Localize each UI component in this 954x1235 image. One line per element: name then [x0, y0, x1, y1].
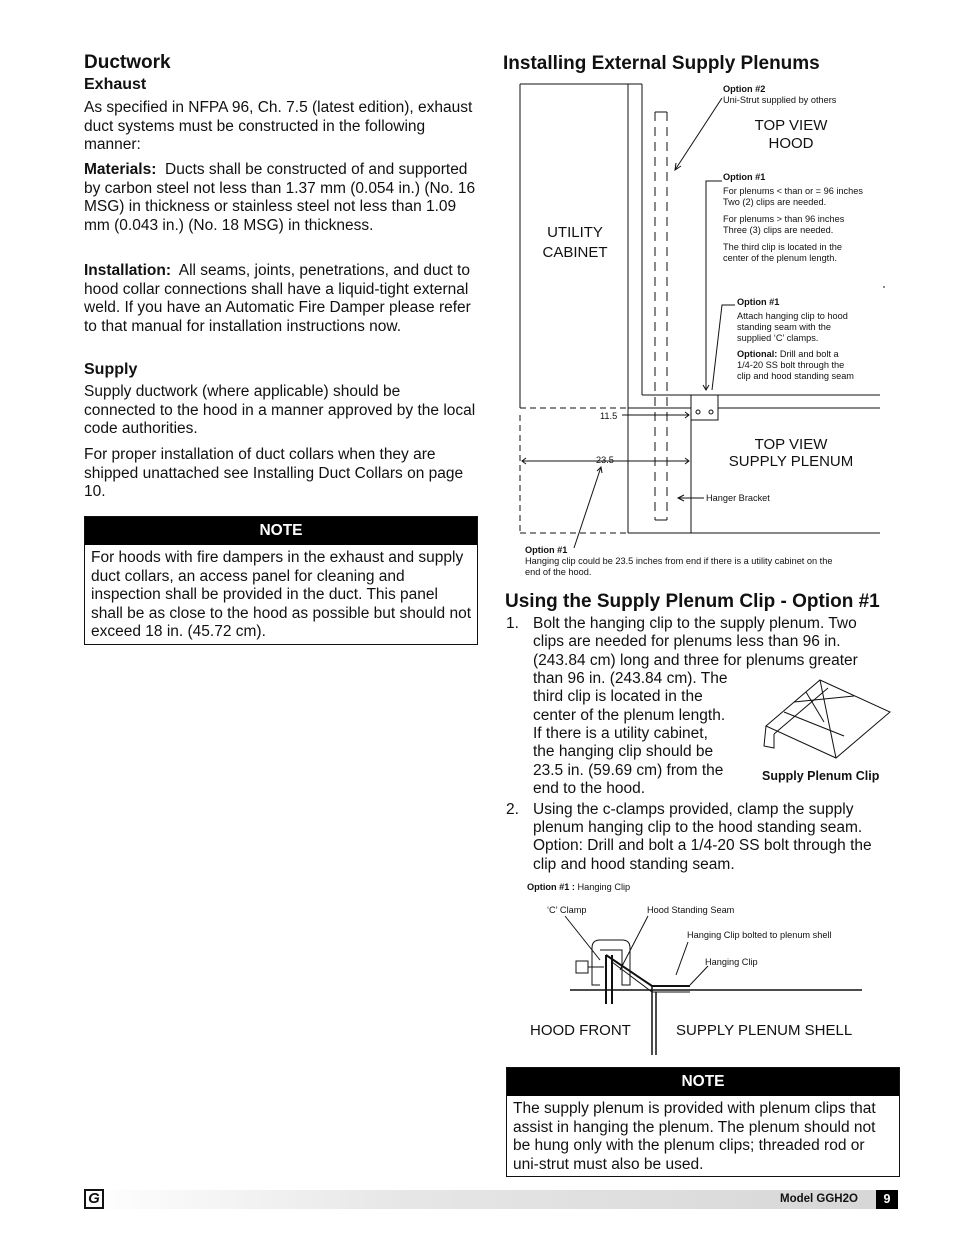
note-text: For hoods with fire dampers in the exhaust and supply duct collars, an access panel for cleaning and inspection shall be provided in the duct. This panel shall be as close to the hood as possible but should not exceed 18 in. (45.72 cm). — [91, 549, 472, 641]
top-view-hood-2: HOOD — [768, 135, 814, 152]
step1-line: If there is a utility cabinet, — [533, 725, 708, 742]
opt1a-line1: For plenums < than or = 96 inches — [723, 186, 863, 196]
note-header: NOTE — [507, 1068, 899, 1096]
note-box-plenum-clips — [506, 1067, 900, 1177]
step1-line: clips are needed for plenums less than 96 in. — [533, 633, 841, 650]
c-clamp-label: ‘C’ Clamp — [547, 905, 587, 915]
note-text: The supply plenum is provided with plenum clips that assist in hanging the plenum. The plenum should not be hung only with the plenum clips; threaded rod or uni-strut must also be used. — [513, 1100, 876, 1173]
opt1b-line1: Attach hanging clip to hood — [737, 311, 848, 321]
step2-line: plenum hanging clip to the hood standing seam. — [533, 819, 863, 836]
step2-line: Option: Drill and bolt a 1/4-20 SS bolt through the — [533, 837, 872, 854]
step1-line: 23.5 in. (59.69 cm) from the — [533, 762, 724, 779]
hood-front-label: HOOD FRONT — [530, 1022, 631, 1039]
opt1c-line1: Hanging clip could be 23.5 inches from end if there is a utility cabinet on the — [525, 556, 833, 566]
top-view-plenum-2: SUPPLY PLENUM — [728, 453, 854, 470]
top-view-plenum-1: TOP VIEW — [754, 436, 828, 453]
opt2-label: Option #2 — [723, 84, 766, 94]
step1-number: 1. — [506, 615, 519, 632]
opt1b-line3: supplied ‘C’ clamps. — [737, 333, 819, 343]
step1-line: center of the plenum length. — [533, 707, 726, 724]
leader-clip-bolted — [676, 942, 688, 975]
opt1a-line2: Two (2) clips are needed. — [723, 197, 827, 207]
step1-line: end to the hood. — [533, 780, 646, 797]
opt1b-line2: standing seam with the — [737, 322, 831, 332]
clip-heading: Using the Supply Plenum Clip - Option #1 — [505, 591, 880, 612]
step2-line: Using the c-clamps provided, clamp the supply — [533, 801, 854, 818]
hood-seam-label: Hood Standing Seam — [647, 905, 735, 915]
clip-bolted-label: Hanging Clip bolted to plenum shell — [687, 930, 832, 940]
dim-label-23-5: 23.5 — [596, 455, 614, 465]
page-number: 9 — [876, 1190, 898, 1209]
opt1b-line6: clip and hood standing seam — [737, 371, 854, 381]
dim-label-11-5: 11.5 — [600, 411, 618, 421]
leader-hood-seam — [620, 916, 648, 970]
opt1a-line5: The third clip is located in the — [723, 242, 842, 252]
hanging-clip-label: Hanging Clip — [705, 957, 758, 967]
opt1a-line3: For plenums > than 96 inches — [723, 214, 845, 224]
leader-c-clamp — [565, 916, 600, 960]
step1-line: Bolt the hanging clip to the supply plenum. Two — [533, 615, 857, 632]
installation-text: All seams, joints, penetrations, and duct to hood collar connections shall have a liquid-tight external weld. If you have an Automatic Fire Damper please refer to that manual for installation instructions now. — [84, 262, 471, 335]
opt1b-label: Option #1 — [737, 297, 780, 307]
top-view-hood-1: TOP VIEW — [754, 117, 828, 134]
ductwork-heading: Ductwork — [84, 52, 171, 73]
utility-cabinet-2: CABINET — [542, 244, 608, 261]
clip-caption: Supply Plenum Clip — [762, 769, 880, 783]
opt1b-line5: 1/4-20 SS bolt through the — [737, 360, 845, 370]
step2-line: clip and hood standing seam. — [533, 856, 735, 873]
footer-bar — [84, 1190, 898, 1209]
step1-line: third clip is located in the — [533, 688, 703, 705]
step1-line: the hanging clip should be — [533, 743, 714, 760]
utility-cabinet-1: UTILITY — [547, 224, 603, 241]
supply-text-2: For proper installation of duct collars when they are shipped unattached see Installing Duct Collars on page 10. — [84, 446, 464, 501]
opt1b-optional: Optional: Drill and bolt a — [737, 349, 839, 359]
exhaust-intro: As specified in NFPA 96, Ch. 7.5 (latest edition), exhaust duct systems must be constructed in the following manner: — [84, 99, 473, 154]
leader-hanging-clip — [690, 966, 708, 985]
greenheck-logo: G — [84, 1189, 104, 1209]
supply-text-1: Supply ductwork (where applicable) should be connected to the hood in a manner approved by the local code authorities. — [84, 383, 476, 438]
plenum-shell-label: SUPPLY PLENUM SHELL — [676, 1022, 853, 1039]
opt1c-label: Option #1 — [525, 545, 568, 555]
model-label: Model GGH2O — [780, 1193, 858, 1205]
opt2-text: Uni-Strut supplied by others — [723, 95, 837, 105]
step1-line: than 96 in. (243.84 cm). The — [533, 670, 728, 687]
c-clamp-shape — [600, 940, 630, 985]
diagram2-title: Option #1 : Hanging Clip — [527, 882, 631, 892]
supply-heading: Supply — [84, 361, 138, 378]
materials-text: Ducts shall be constructed of and supported by carbon steel not less than 1.37 mm (0.054 in.) (No. 16 MSG) in thickness or stainless steel not less than 1.09 mm (0.043 in.) (No. 18 MSG) in thickness. — [84, 161, 476, 234]
c-clamp-shape — [592, 940, 600, 985]
installation-label: Installation: — [84, 262, 171, 279]
step1-line: (243.84 cm) long and three for plenums greater — [533, 652, 858, 669]
hanger-bracket-label: Hanger Bracket — [706, 493, 770, 503]
opt1c-line2: end of the hood. — [525, 567, 592, 577]
opt1a-line4: Three (3) clips are needed. — [723, 225, 834, 235]
plenums-heading: Installing External Supply Plenums — [503, 53, 820, 74]
opt1a-label: Option #1 — [723, 172, 766, 182]
clamp-screw — [576, 961, 588, 973]
step2-number: 2. — [506, 801, 519, 818]
note-header: NOTE — [85, 517, 477, 545]
exhaust-heading: Exhaust — [84, 76, 147, 93]
opt1a-line6: center of the plenum length. — [723, 253, 837, 263]
materials-label: Materials: — [84, 161, 157, 178]
